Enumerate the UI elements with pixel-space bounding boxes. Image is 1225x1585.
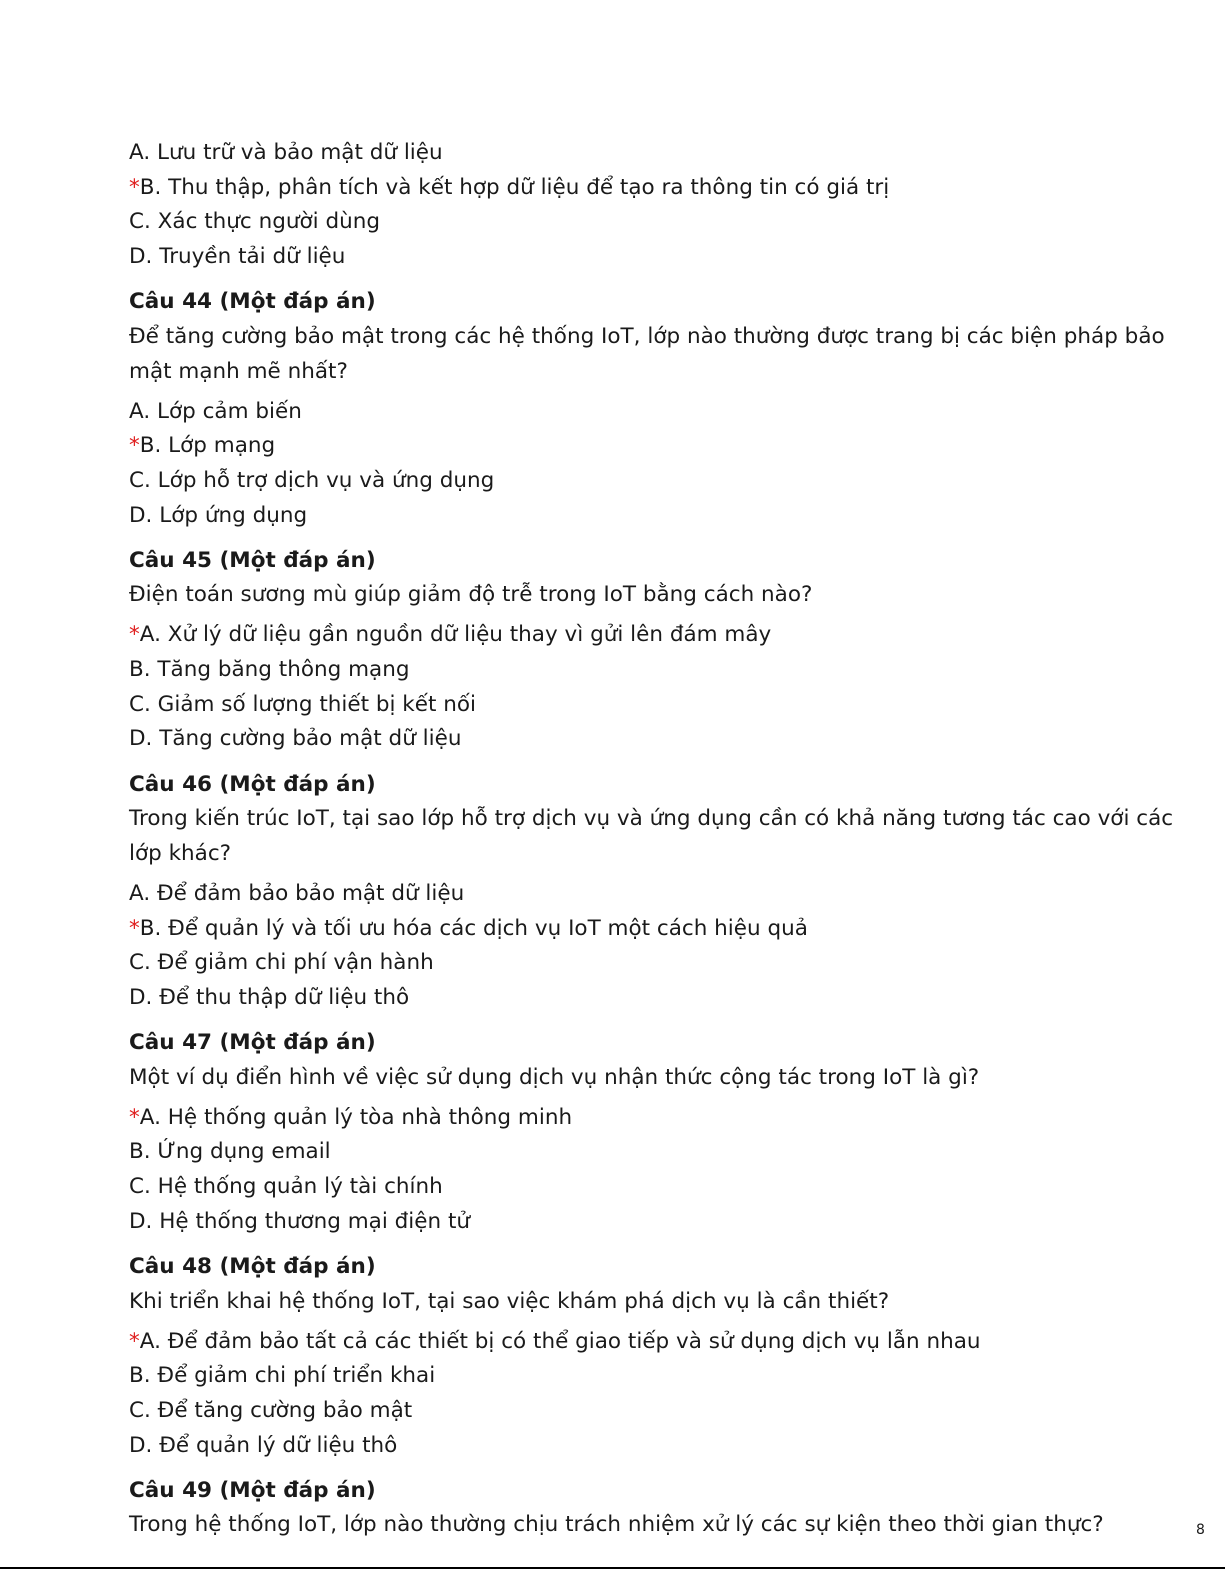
question-block bbox=[129, 1250, 1209, 1463]
question-list bbox=[129, 285, 1209, 1543]
option-text: C. Để tăng cường bảo mật bbox=[129, 1397, 413, 1423]
question-title: Câu 45 (Một đáp án) bbox=[129, 547, 376, 573]
question-block bbox=[129, 1474, 1209, 1543]
option-text: A. Hệ thống quản lý tòa nhà thông minh bbox=[139, 1104, 573, 1130]
question-block bbox=[129, 544, 1209, 757]
answer-option bbox=[129, 464, 1209, 499]
correct-answer-option bbox=[129, 1101, 1209, 1136]
option-text: B. Để giảm chi phí triển khai bbox=[129, 1363, 436, 1389]
correct-marker-icon: * bbox=[129, 433, 140, 459]
option-text: B. Để quản lý và tối ưu hóa các dịch vụ IoT một cách hiệu quả bbox=[139, 915, 808, 941]
answer-option bbox=[129, 1205, 1209, 1240]
option-text: C. Để giảm chi phí vận hành bbox=[129, 950, 434, 976]
correct-answer-option bbox=[129, 171, 1209, 206]
answer-option bbox=[129, 395, 1209, 430]
question-title: Câu 47 (Một đáp án) bbox=[129, 1030, 376, 1056]
correct-marker-icon: * bbox=[129, 622, 140, 648]
answer-option bbox=[129, 722, 1209, 757]
option-text: D. Tăng cường bảo mật dữ liệu bbox=[129, 726, 462, 752]
option-text: D. Lớp ứng dụng bbox=[129, 502, 308, 528]
option-text: D. Để quản lý dữ liệu thô bbox=[129, 1432, 398, 1458]
question-text: Để tăng cường bảo mật trong các hệ thống IoT, lớp nào thường được trang bị các biện pháp bảo mật mạnh mẽ nhất? bbox=[129, 323, 1165, 384]
answer-option bbox=[129, 240, 1209, 275]
option-text: B. Lớp mạng bbox=[139, 433, 276, 459]
document-page bbox=[129, 136, 1209, 1543]
answer-option bbox=[129, 981, 1209, 1016]
question-title: Câu 48 (Một đáp án) bbox=[129, 1253, 376, 1279]
answer-option bbox=[129, 136, 1209, 171]
footer-rule bbox=[0, 1567, 1225, 1569]
question-43-options bbox=[129, 136, 1209, 275]
page-number: 8 bbox=[1196, 1522, 1205, 1538]
option-text: C. Hệ thống quản lý tài chính bbox=[129, 1174, 443, 1200]
option-text: A. Để đảm bảo bảo mật dữ liệu bbox=[129, 880, 465, 906]
option-text: C. Lớp hỗ trợ dịch vụ và ứng dụng bbox=[129, 467, 495, 493]
question-block bbox=[129, 1026, 1209, 1239]
correct-marker-icon: * bbox=[129, 174, 140, 200]
answer-option bbox=[129, 877, 1209, 912]
option-text: C. Xác thực người dùng bbox=[129, 209, 380, 235]
option-text: D. Truyền tải dữ liệu bbox=[129, 244, 346, 270]
answer-option bbox=[129, 1170, 1209, 1205]
option-text: B. Thu thập, phân tích và kết hợp dữ liệu để tạo ra thông tin có giá trị bbox=[139, 174, 890, 200]
option-text: D. Hệ thống thương mại điện tử bbox=[129, 1208, 471, 1234]
question-title: Câu 44 (Một đáp án) bbox=[129, 289, 376, 315]
question-block bbox=[129, 285, 1209, 533]
answer-option bbox=[129, 1429, 1209, 1464]
correct-answer-option bbox=[129, 1325, 1209, 1360]
answer-option bbox=[129, 1359, 1209, 1394]
option-text: B. Tăng băng thông mạng bbox=[129, 657, 410, 683]
option-text: B. Ứng dụng email bbox=[129, 1139, 331, 1165]
answer-option bbox=[129, 205, 1209, 240]
option-text: C. Giảm số lượng thiết bị kết nối bbox=[129, 691, 476, 717]
answer-option bbox=[129, 1394, 1209, 1429]
question-text: Một ví dụ điển hình về việc sử dụng dịch vụ nhận thức cộng tác trong IoT là gì? bbox=[129, 1064, 980, 1090]
option-text: A. Lưu trữ và bảo mật dữ liệu bbox=[129, 140, 443, 165]
correct-marker-icon: * bbox=[129, 1328, 140, 1354]
correct-marker-icon: * bbox=[129, 915, 140, 941]
answer-option bbox=[129, 946, 1209, 981]
answer-option bbox=[129, 1135, 1209, 1170]
answer-option bbox=[129, 653, 1209, 688]
question-title: Câu 46 (Một đáp án) bbox=[129, 771, 376, 797]
answer-option bbox=[129, 688, 1209, 723]
option-text: A. Xử lý dữ liệu gần nguồn dữ liệu thay vì gửi lên đám mây bbox=[139, 622, 772, 648]
question-text: Khi triển khai hệ thống IoT, tại sao việc khám phá dịch vụ là cần thiết? bbox=[129, 1288, 890, 1314]
correct-answer-option bbox=[129, 912, 1209, 947]
option-text: A. Lớp cảm biến bbox=[129, 398, 302, 424]
question-block bbox=[129, 768, 1209, 1016]
answer-option bbox=[129, 499, 1209, 534]
question-text: Trong hệ thống IoT, lớp nào thường chịu trách nhiệm xử lý các sự kiện theo thời gian thực? bbox=[129, 1512, 1104, 1538]
question-text: Điện toán sương mù giúp giảm độ trễ trong IoT bằng cách nào? bbox=[129, 582, 813, 608]
correct-marker-icon: * bbox=[129, 1104, 140, 1130]
option-text: A. Để đảm bảo tất cả các thiết bị có thể giao tiếp và sử dụng dịch vụ lẫn nhau bbox=[139, 1328, 981, 1354]
correct-answer-option bbox=[129, 429, 1209, 464]
option-text: D. Để thu thập dữ liệu thô bbox=[129, 984, 410, 1010]
correct-answer-option bbox=[129, 618, 1209, 653]
question-text: Trong kiến trúc IoT, tại sao lớp hỗ trợ dịch vụ và ứng dụng cần có khả năng tương tác cao với các lớp khác? bbox=[129, 806, 1174, 866]
question-title: Câu 49 (Một đáp án) bbox=[129, 1477, 376, 1503]
